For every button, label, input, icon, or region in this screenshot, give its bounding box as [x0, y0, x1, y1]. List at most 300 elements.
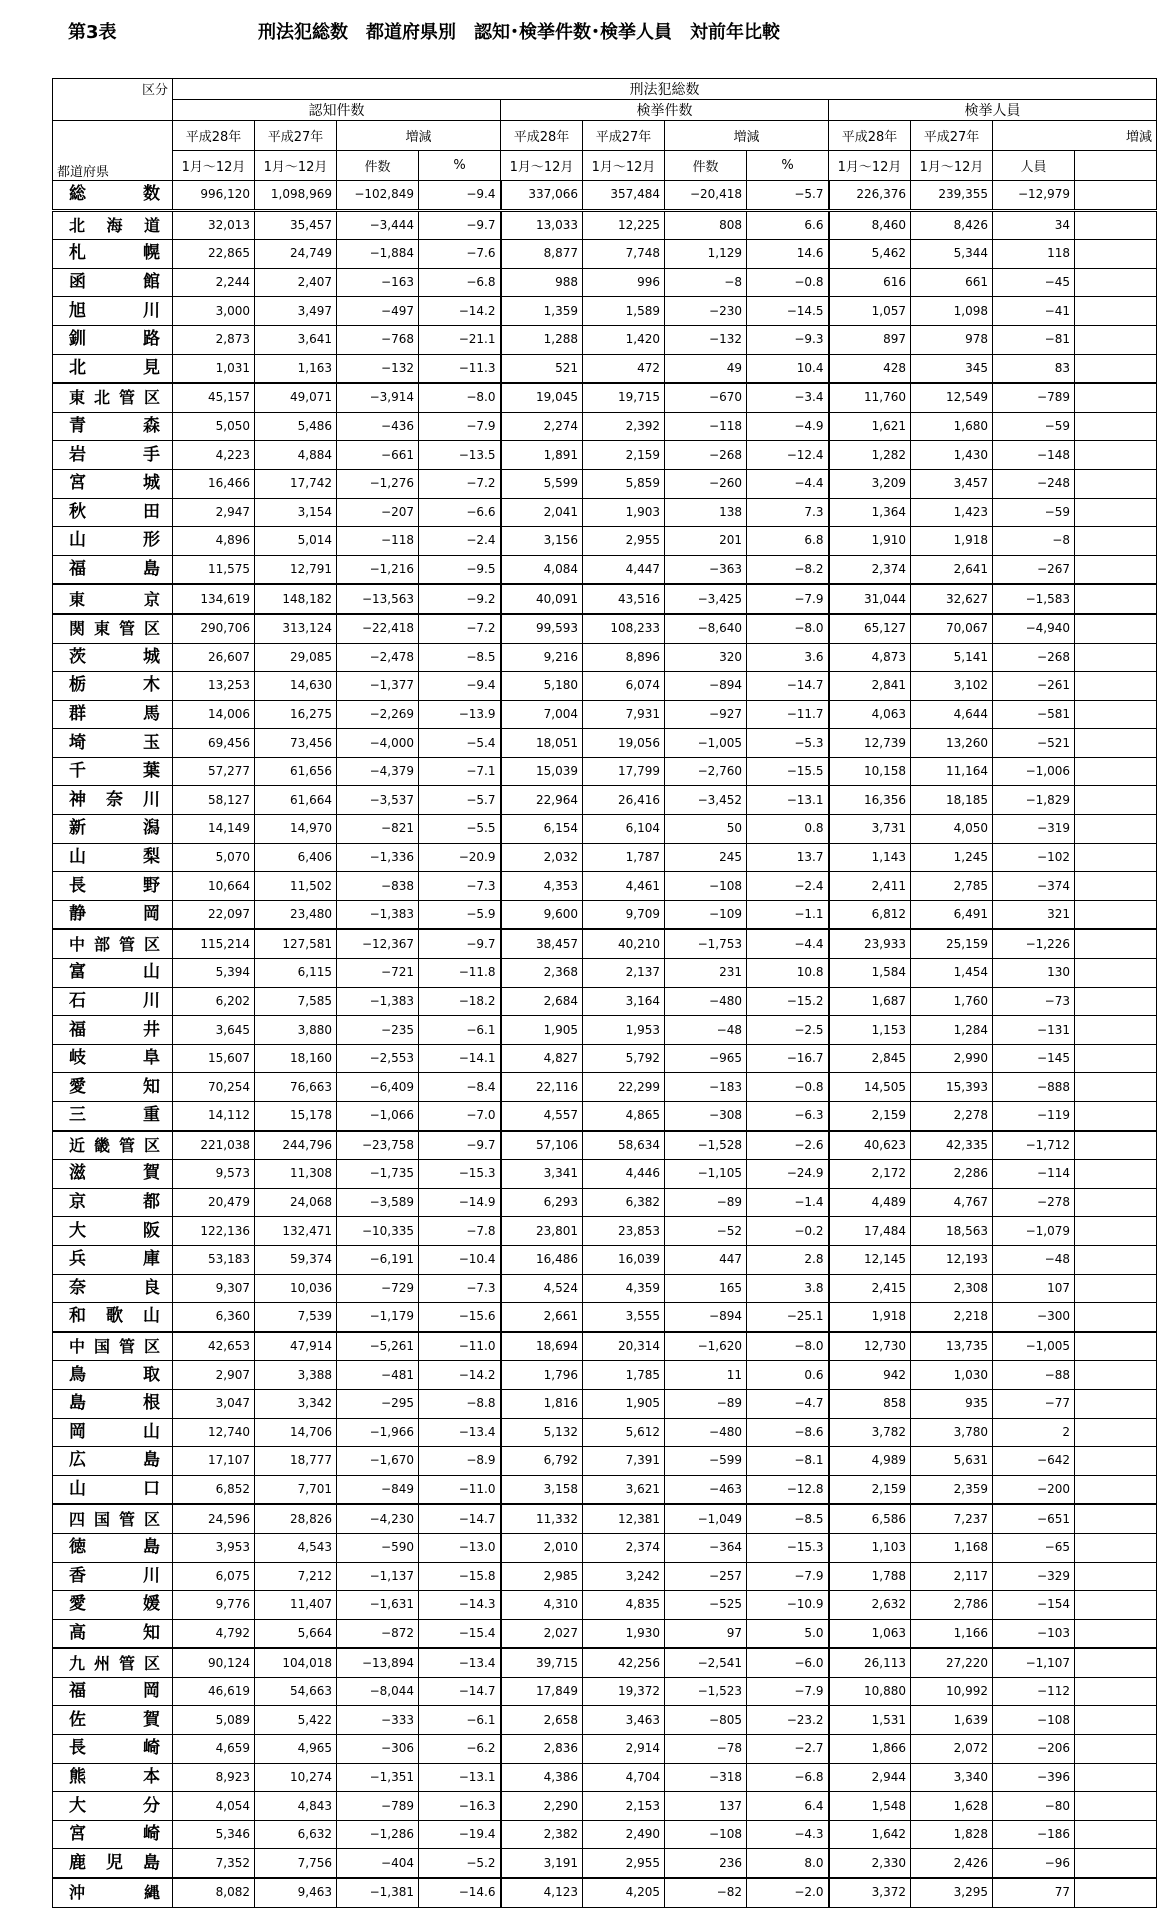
cell-value: −7.6 [419, 240, 501, 269]
cell-value: 32,013 [173, 210, 255, 240]
table-row [53, 672, 1157, 701]
cell-value: 1,788 [829, 1562, 911, 1591]
cell-value: 239,355 [911, 181, 993, 211]
cell-value: 1,785 [583, 1361, 665, 1390]
cell-value: 8,426 [911, 210, 993, 240]
prefecture-name: 旭川 [53, 297, 173, 326]
cell-value: −14.9 [419, 1188, 501, 1217]
header-period: 1月～12月 [255, 151, 337, 181]
cell-value: 858 [829, 1389, 911, 1418]
cell-value: −12.4 [747, 441, 829, 470]
cell-value: −235 [337, 1016, 419, 1045]
cell-value: −7.2 [419, 614, 501, 643]
table-row [53, 1389, 1157, 1418]
cell-value: 4,659 [173, 1735, 255, 1764]
cell-value: 3.8 [747, 1274, 829, 1303]
cell-value: 1,828 [911, 1820, 993, 1849]
cell-value: 6,812 [829, 900, 911, 929]
cell-value [1075, 383, 1157, 412]
prefecture-name: 大分 [53, 1792, 173, 1821]
table-row [53, 1016, 1157, 1045]
prefecture-name: 釧路 [53, 325, 173, 354]
header-kensu: 件数 [337, 151, 419, 181]
cell-value: 2,159 [583, 441, 665, 470]
cell-value: 2,914 [583, 1735, 665, 1764]
prefecture-name: 宮崎 [53, 1820, 173, 1849]
table-row [53, 1849, 1157, 1878]
cell-value: −1,966 [337, 1418, 419, 1447]
cell-value: 4,353 [501, 872, 583, 901]
cell-value: 108,233 [583, 614, 665, 643]
cell-value: 22,964 [501, 786, 583, 815]
cell-value: 40,210 [583, 929, 665, 958]
cell-value: −108 [665, 1820, 747, 1849]
cell-value: 2,841 [829, 672, 911, 701]
cell-value: 45,157 [173, 383, 255, 412]
cell-value: 4,543 [255, 1533, 337, 1562]
cell-value: −89 [665, 1188, 747, 1217]
cell-value: 1,953 [583, 1016, 665, 1045]
cell-value: −9.7 [419, 1131, 501, 1160]
cell-value: 10,274 [255, 1763, 337, 1792]
prefecture-name: 鹿児島 [53, 1849, 173, 1878]
cell-value: 9,709 [583, 900, 665, 929]
cell-value: −7.9 [747, 1562, 829, 1591]
cell-value: 137 [665, 1792, 747, 1821]
cell-value: −5,261 [337, 1332, 419, 1361]
cell-value: 70,254 [173, 1073, 255, 1102]
header-zougen: 増減 [337, 121, 501, 151]
cell-value: 104,018 [255, 1648, 337, 1677]
cell-value: −102 [993, 843, 1075, 872]
cell-value: 3,641 [255, 325, 337, 354]
cell-value: 226,376 [829, 181, 911, 211]
cell-value: 1,891 [501, 441, 583, 470]
cell-value: 16,356 [829, 786, 911, 815]
cell-value: −9.4 [419, 181, 501, 211]
table-row [53, 929, 1157, 958]
cell-value: 12,791 [255, 555, 337, 584]
cell-value: −9.7 [419, 929, 501, 958]
table-body [53, 181, 1157, 1908]
cell-value: 1,905 [501, 1016, 583, 1045]
cell-value [1075, 1763, 1157, 1792]
cell-value: 8.0 [747, 1849, 829, 1878]
cell-value [1075, 181, 1157, 211]
cell-value: 40,623 [829, 1131, 911, 1160]
cell-value: 1,098 [911, 297, 993, 326]
table-row [53, 757, 1157, 786]
cell-value: 6.8 [747, 527, 829, 556]
table-row [53, 498, 1157, 527]
cell-value: 7,585 [255, 987, 337, 1016]
table-header [53, 79, 1157, 181]
cell-value: −1,179 [337, 1303, 419, 1332]
table-row [53, 1591, 1157, 1620]
table-row [53, 1160, 1157, 1189]
prefecture-name: 三重 [53, 1102, 173, 1131]
cell-value: 5,344 [911, 240, 993, 269]
cell-value: 1,787 [583, 843, 665, 872]
cell-value: 16,039 [583, 1245, 665, 1274]
cell-value: 1,910 [829, 527, 911, 556]
cell-value: 17,849 [501, 1677, 583, 1706]
cell-value: −6,409 [337, 1073, 419, 1102]
prefecture-name: 山形 [53, 527, 173, 556]
cell-value: 1,103 [829, 1533, 911, 1562]
cell-value: −15.5 [747, 757, 829, 786]
cell-value: −3,914 [337, 383, 419, 412]
cell-value: 18,185 [911, 786, 993, 815]
cell-value: 31,044 [829, 584, 911, 614]
prefecture-name: 島根 [53, 1389, 173, 1418]
cell-value [1075, 1274, 1157, 1303]
cell-value: 11,308 [255, 1160, 337, 1189]
cell-value [1075, 1533, 1157, 1562]
cell-value: 2,836 [501, 1735, 583, 1764]
cell-value: −24.9 [747, 1160, 829, 1189]
cell-value: 53,183 [173, 1245, 255, 1274]
cell-value: 57,277 [173, 757, 255, 786]
cell-value: 996 [583, 268, 665, 297]
cell-value: 20,314 [583, 1332, 665, 1361]
cell-value: 4,084 [501, 555, 583, 584]
cell-value: 313,124 [255, 614, 337, 643]
cell-value: 3,000 [173, 297, 255, 326]
cell-value: −894 [665, 672, 747, 701]
cell-value: −207 [337, 498, 419, 527]
header-ninchi: 認知件数 [173, 100, 501, 121]
cell-value: −525 [665, 1591, 747, 1620]
cell-value: −103 [993, 1619, 1075, 1648]
table-row [53, 959, 1157, 988]
cell-value: 61,664 [255, 786, 337, 815]
cell-value: −4,379 [337, 757, 419, 786]
cell-value: 1,063 [829, 1619, 911, 1648]
cell-value: 6,293 [501, 1188, 583, 1217]
cell-value [1075, 1677, 1157, 1706]
cell-value: 19,372 [583, 1677, 665, 1706]
cell-value: −14.2 [419, 297, 501, 326]
cell-value: 3,731 [829, 815, 911, 844]
cell-value: −6.8 [747, 1763, 829, 1792]
cell-value: 9,216 [501, 643, 583, 672]
cell-value: 1,288 [501, 325, 583, 354]
cell-value: −1,107 [993, 1648, 1075, 1677]
cell-value: −2,478 [337, 643, 419, 672]
cell-value: −4,230 [337, 1504, 419, 1533]
cell-value: 14,505 [829, 1073, 911, 1102]
cell-value: 4,446 [583, 1160, 665, 1189]
cell-value: −8,044 [337, 1677, 419, 1706]
cell-value [1075, 1591, 1157, 1620]
cell-value: 10,992 [911, 1677, 993, 1706]
cell-value: 4,557 [501, 1102, 583, 1131]
cell-value: 1,548 [829, 1792, 911, 1821]
cell-value: 2,944 [829, 1763, 911, 1792]
table-row [53, 1677, 1157, 1706]
cell-value: −8,640 [665, 614, 747, 643]
cell-value: 10,664 [173, 872, 255, 901]
cell-value: −0.8 [747, 268, 829, 297]
cell-value: −200 [993, 1475, 1075, 1504]
cell-value: −521 [993, 729, 1075, 758]
cell-value: 12,225 [583, 210, 665, 240]
cell-value: 1,531 [829, 1706, 911, 1735]
cell-value: −118 [337, 527, 419, 556]
cell-value: −4.7 [747, 1389, 829, 1418]
cell-value [1075, 469, 1157, 498]
cell-value: 3,780 [911, 1418, 993, 1447]
cell-value: 3,388 [255, 1361, 337, 1390]
cell-value: 4,843 [255, 1792, 337, 1821]
cell-value: −108 [993, 1706, 1075, 1735]
cell-value [1075, 1878, 1157, 1907]
cell-value: −260 [665, 469, 747, 498]
cell-value [1075, 1792, 1157, 1821]
cell-value: 2,218 [911, 1303, 993, 1332]
cell-value: 6,360 [173, 1303, 255, 1332]
cell-value: 337,066 [501, 181, 583, 211]
cell-value: −11.3 [419, 354, 501, 383]
table-row [53, 1562, 1157, 1591]
page-title: 刑法犯総数 都道府県別 認知･検挙件数･検挙人員 対前年比較 [258, 22, 780, 43]
cell-value [1075, 987, 1157, 1016]
cell-value [1075, 1016, 1157, 1045]
cell-value: 25,159 [911, 929, 993, 958]
cell-value: −497 [337, 297, 419, 326]
header-kenkyo: 検挙件数 [501, 100, 829, 121]
cell-value: −1,383 [337, 900, 419, 929]
cell-value: 4,704 [583, 1763, 665, 1792]
cell-value: −15.3 [747, 1533, 829, 1562]
cell-value: 3,164 [583, 987, 665, 1016]
cell-value: −436 [337, 412, 419, 441]
cell-value: 18,563 [911, 1217, 993, 1246]
cell-value: 2,072 [911, 1735, 993, 1764]
cell-value: −13.0 [419, 1533, 501, 1562]
table-row [53, 1504, 1157, 1533]
cell-value: −108 [665, 872, 747, 901]
cell-value [1075, 757, 1157, 786]
cell-value: −2.7 [747, 1735, 829, 1764]
cell-value: −15.2 [747, 987, 829, 1016]
cell-value [1075, 643, 1157, 672]
cell-value: −10,335 [337, 1217, 419, 1246]
cell-value: −15.4 [419, 1619, 501, 1648]
cell-value [1075, 700, 1157, 729]
cell-value: 26,607 [173, 643, 255, 672]
cell-value: 14,006 [173, 700, 255, 729]
prefecture-name: 鳥取 [53, 1361, 173, 1390]
cell-value: −1,383 [337, 987, 419, 1016]
table-row [53, 1044, 1157, 1073]
cell-value: −1.4 [747, 1188, 829, 1217]
header-zougen: 増減 [665, 121, 829, 151]
cell-value: 6.6 [747, 210, 829, 240]
table-row [53, 210, 1157, 240]
cell-value: −1,006 [993, 757, 1075, 786]
cell-value: −206 [993, 1735, 1075, 1764]
prefecture-name: 兵庫 [53, 1245, 173, 1274]
cell-value: 4,865 [583, 1102, 665, 1131]
cell-value: 4,489 [829, 1188, 911, 1217]
prefecture-name: 中部管区 [53, 929, 173, 958]
cell-value: 5,050 [173, 412, 255, 441]
cell-value: 2,955 [583, 1849, 665, 1878]
cell-value: 12,193 [911, 1245, 993, 1274]
cell-value: −16.7 [747, 1044, 829, 1073]
cell-value: 2,785 [911, 872, 993, 901]
cell-value: 4,644 [911, 700, 993, 729]
cell-value [1075, 815, 1157, 844]
cell-value: 1,905 [583, 1389, 665, 1418]
cell-value: 19,045 [501, 383, 583, 412]
cell-value [1075, 1073, 1157, 1102]
cell-value: −13.9 [419, 700, 501, 729]
cell-value: 2,117 [911, 1562, 993, 1591]
cell-value: −1,005 [665, 729, 747, 758]
cell-value: −13,563 [337, 584, 419, 614]
cell-value: −23,758 [337, 1131, 419, 1160]
cell-value: 27,220 [911, 1648, 993, 1677]
cell-value: −10.9 [747, 1591, 829, 1620]
prefecture-name: 香川 [53, 1562, 173, 1591]
cell-value: 1,153 [829, 1016, 911, 1045]
cell-value: −112 [993, 1677, 1075, 1706]
cell-value: 18,051 [501, 729, 583, 758]
cell-value: 3,209 [829, 469, 911, 498]
cell-value: 2,159 [829, 1475, 911, 1504]
cell-value: 9,463 [255, 1878, 337, 1907]
cell-value: 118 [993, 240, 1075, 269]
cell-value: 99,593 [501, 614, 583, 643]
cell-value: 1,930 [583, 1619, 665, 1648]
cell-value: 23,801 [501, 1217, 583, 1246]
cell-value: 130 [993, 959, 1075, 988]
cell-value: −1,583 [993, 584, 1075, 614]
cell-value: 32,627 [911, 584, 993, 614]
cell-value: 57,106 [501, 1131, 583, 1160]
cell-value: 2,278 [911, 1102, 993, 1131]
cell-value: −48 [665, 1016, 747, 1045]
cell-value: 4,827 [501, 1044, 583, 1073]
cell-value: 5,462 [829, 240, 911, 269]
cell-value: 148,182 [255, 584, 337, 614]
cell-value: 4,359 [583, 1274, 665, 1303]
cell-value [1075, 1188, 1157, 1217]
cell-value: 4,767 [911, 1188, 993, 1217]
cell-value: 3,457 [911, 469, 993, 498]
cell-value: −183 [665, 1073, 747, 1102]
cell-value: 3,372 [829, 1878, 911, 1907]
cell-value: 83 [993, 354, 1075, 383]
cell-value: −329 [993, 1562, 1075, 1591]
cell-value: 2,290 [501, 1792, 583, 1821]
cell-value: −308 [665, 1102, 747, 1131]
cell-value: 4,835 [583, 1591, 665, 1620]
cell-value: 10,880 [829, 1677, 911, 1706]
cell-value: −364 [665, 1533, 747, 1562]
cell-value: −1,735 [337, 1160, 419, 1189]
cell-value: 10,158 [829, 757, 911, 786]
cell-value: −8.0 [419, 383, 501, 412]
cell-value: 1,866 [829, 1735, 911, 1764]
prefecture-name: 東京 [53, 584, 173, 614]
cell-value: −4.4 [747, 929, 829, 958]
cell-value: 90,124 [173, 1648, 255, 1677]
cell-value: 14.6 [747, 240, 829, 269]
cell-value: −2,553 [337, 1044, 419, 1073]
prefecture-name: 愛知 [53, 1073, 173, 1102]
cell-value: −268 [665, 441, 747, 470]
cell-value: 6,154 [501, 815, 583, 844]
cell-value: −278 [993, 1188, 1075, 1217]
cell-value: 447 [665, 1245, 747, 1274]
cell-value: 2,490 [583, 1820, 665, 1849]
cell-value: 1,430 [911, 441, 993, 470]
cell-value: −12,979 [993, 181, 1075, 211]
cell-value: −9.2 [419, 584, 501, 614]
cell-value: 70,067 [911, 614, 993, 643]
cell-value: −163 [337, 268, 419, 297]
prefecture-name: 東北管区 [53, 383, 173, 412]
corner-label-prefecture: 都道府県 [53, 121, 173, 181]
table-row [53, 1245, 1157, 1274]
cell-value: −2.4 [747, 872, 829, 901]
cell-value: 15,178 [255, 1102, 337, 1131]
cell-value [1075, 527, 1157, 556]
cell-value: 2,159 [829, 1102, 911, 1131]
cell-value: 521 [501, 354, 583, 383]
cell-value [1075, 614, 1157, 643]
cell-value: −73 [993, 987, 1075, 1016]
cell-value: 5,859 [583, 469, 665, 498]
header-h28: 平成28年 [829, 121, 911, 151]
table-row [53, 786, 1157, 815]
cell-value: 1,245 [911, 843, 993, 872]
cell-value: −4.4 [747, 469, 829, 498]
prefecture-name: 愛媛 [53, 1591, 173, 1620]
cell-value: −11.0 [419, 1332, 501, 1361]
cell-value: 1,816 [501, 1389, 583, 1418]
cell-value: 6,115 [255, 959, 337, 988]
cell-value: 17,107 [173, 1447, 255, 1476]
cell-value: 3,191 [501, 1849, 583, 1878]
prefecture-name: 和歌山 [53, 1303, 173, 1332]
cell-value [1075, 1735, 1157, 1764]
table-row [53, 643, 1157, 672]
cell-value: 2,274 [501, 412, 583, 441]
cell-value: 8,082 [173, 1878, 255, 1907]
cell-value: 1,918 [911, 527, 993, 556]
cell-value: −14.2 [419, 1361, 501, 1390]
cell-value: 4,461 [583, 872, 665, 901]
cell-value: 22,097 [173, 900, 255, 929]
cell-value: 5,394 [173, 959, 255, 988]
cell-value: −15.3 [419, 1160, 501, 1189]
cell-value: −8.2 [747, 555, 829, 584]
table-row [53, 1763, 1157, 1792]
cell-value: −59 [993, 498, 1075, 527]
cell-value: 46,619 [173, 1677, 255, 1706]
cell-value: 4,447 [583, 555, 665, 584]
cell-value: −19.4 [419, 1820, 501, 1849]
cell-value: 7,237 [911, 1504, 993, 1533]
table-row [53, 987, 1157, 1016]
cell-value: 2,990 [911, 1044, 993, 1073]
cell-value: 18,160 [255, 1044, 337, 1073]
